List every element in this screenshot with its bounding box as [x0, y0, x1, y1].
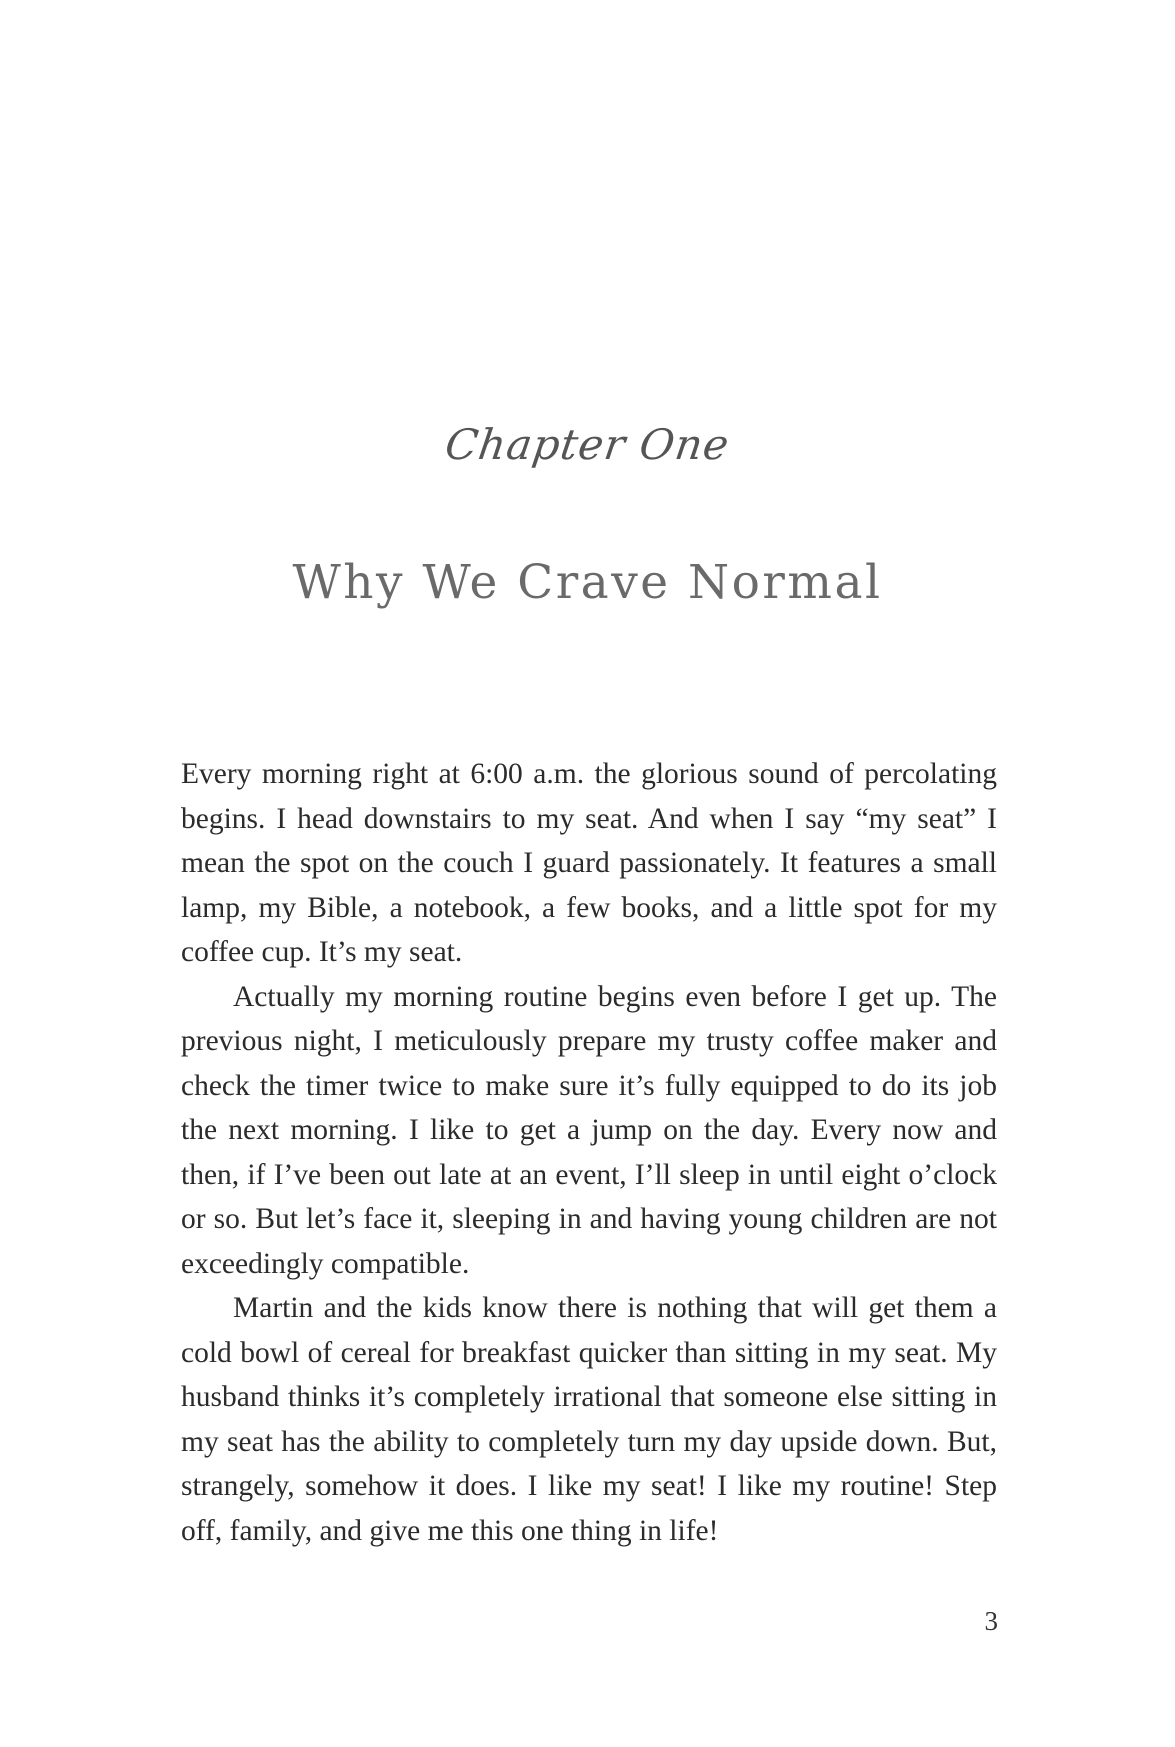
chapter-label: Chapter One [442, 420, 733, 469]
chapter-body [181, 752, 997, 1553]
page-number: 3 [984, 1606, 998, 1636]
paragraph-1: Every morning right at 6:00 a.m. the glorious sound of percolating begins. I head downstairs to my seat. And when I say “my seat” I mean the spot on the couch I guard passionately. It features a small lamp, my Bible, a notebook, a few books, and a little spot for my coffee cup. It’s my seat. [181, 758, 997, 968]
paragraph-2: Actually my morning routine begins even before I get up. The previous night, I meticulously prepare my trusty coffee maker and check the timer twice to make sure it’s fully equipped to do its job the next morning. I like to get a jump on the day. Every now and then, if I’ve been out late at an event, I’ll sleep in until eight o’clock or so. But let’s face it, sleeping in and having young children are not exceedingly compatible. [181, 980, 997, 1280]
chapter-title: Why We Crave Normal [292, 555, 883, 610]
paragraph-3: Martin and the kids know there is nothing that will get them a cold bowl of cereal for breakfast quicker than sitting in my seat. My husband thinks it’s completely irrational that someone else sitting in my seat has the ability to completely turn my day upside down. But, strangely, somehow it does. I like my seat! I like my routine! Step off, family, and give me this one thing in life! [181, 1292, 997, 1547]
